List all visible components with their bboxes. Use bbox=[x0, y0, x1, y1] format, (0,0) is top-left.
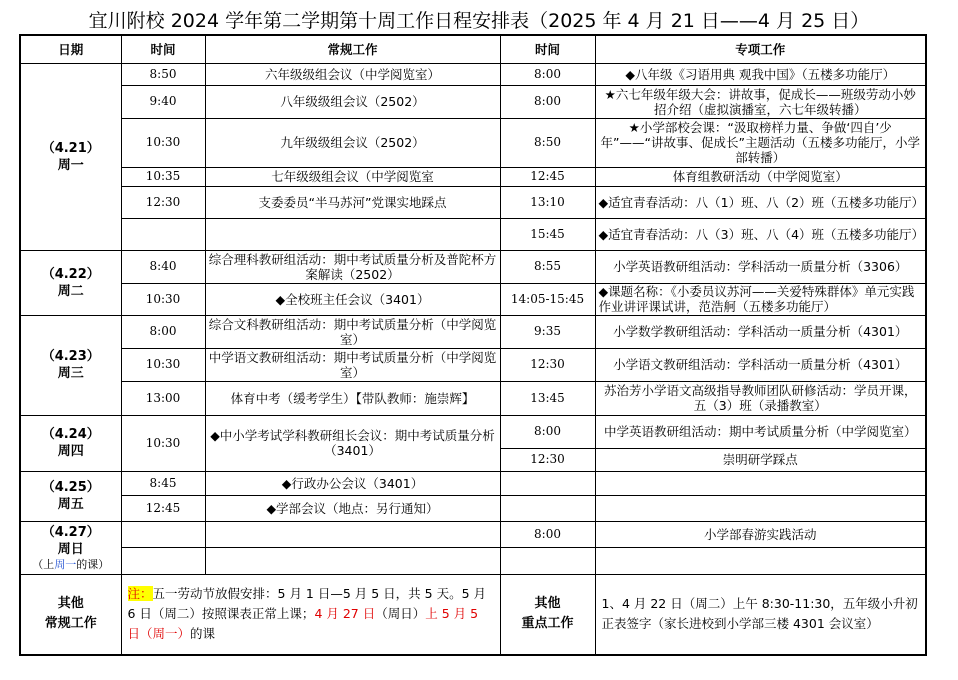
header-row bbox=[20, 35, 926, 63]
header-date: 日期 bbox=[20, 35, 121, 63]
regular-work: 支委委员“半马苏河”党课实地踩点 bbox=[205, 186, 500, 218]
page-title: 宜川附校 2024 学年第二学期第十周工作日程安排表（2025 年 4 月 21 日——4 月 25 日） bbox=[88, 10, 870, 32]
special-work: ◆八年级《习语用典 观我中国》（五楼多功能厅） bbox=[595, 63, 926, 85]
day-cell-monday bbox=[20, 63, 121, 250]
table-row bbox=[20, 118, 926, 167]
table-row bbox=[20, 218, 926, 250]
makeup-note bbox=[24, 558, 118, 571]
regular-time: 12:45 bbox=[121, 495, 205, 521]
regular-work: 体育中考（缓考学生）【带队教师：施崇辉】 bbox=[205, 381, 500, 415]
table-row bbox=[20, 547, 926, 574]
other-label-line1: 其他 bbox=[57, 596, 84, 612]
day-cell-thursday bbox=[20, 415, 121, 471]
regular-work: 综合文科教研组活动：期中考试质量分析（中学阅览室） bbox=[205, 315, 500, 348]
special-work: 中学英语教研组活动：期中考试质量分析（中学阅览室） bbox=[595, 415, 926, 448]
header-regular-work: 常规工作 bbox=[205, 35, 500, 63]
special-work: 苏治芳小学语文高级指导教师团队研修活动：学员开课，五（3）班（录播教室） bbox=[595, 381, 926, 415]
regular-time: 9:40 bbox=[121, 85, 205, 118]
regular-work: 中学语文教研组活动：期中考试质量分析（中学阅览室） bbox=[205, 348, 500, 381]
special-time: 14:05-15:45 bbox=[500, 283, 595, 315]
regular-time: 10:30 bbox=[121, 348, 205, 381]
special-time: 8:55 bbox=[500, 250, 595, 283]
note-tag: 注： bbox=[127, 586, 153, 602]
special-time: 15:45 bbox=[500, 218, 595, 250]
special-work bbox=[595, 495, 926, 521]
makeup-note-pre: （上 bbox=[32, 558, 55, 571]
regular-work bbox=[205, 547, 500, 574]
other-label-line2: 常规工作 bbox=[44, 616, 97, 632]
special-work: 小学数学教研组活动：学科活动一质量分析（4301） bbox=[595, 315, 926, 348]
special-time: 8:00 bbox=[500, 85, 595, 118]
note-text-1: 五一劳动节放假安排：5 月 1 日—5 月 5 日，共 5 天。5 月 6 日（周二）按照课表正常上课； bbox=[127, 586, 486, 622]
header-special-work: 专项工作 bbox=[595, 35, 926, 63]
day-date: （4.21） bbox=[41, 140, 100, 156]
special-work: ◆适宜青春活动：八（1）班、八（2）班（五楼多功能厅） bbox=[595, 186, 926, 218]
regular-work: ◆中小学考试学科教研组长会议：期中考试质量分析（3401） bbox=[205, 415, 500, 471]
day-date: （4.27） bbox=[41, 525, 100, 540]
table-row bbox=[20, 63, 926, 85]
table-row bbox=[20, 283, 926, 315]
table-row bbox=[20, 85, 926, 118]
regular-time: 10:30 bbox=[121, 118, 205, 167]
regular-work: 八年级级组会议（2502） bbox=[205, 85, 500, 118]
regular-time: 8:50 bbox=[121, 63, 205, 85]
regular-work bbox=[205, 521, 500, 547]
regular-time: 8:40 bbox=[121, 250, 205, 283]
makeup-note-day: 周一 bbox=[54, 558, 77, 571]
table-row bbox=[20, 415, 926, 448]
note-weekday-red: （周一） bbox=[140, 626, 191, 642]
regular-work: ◆全校班主任会议（3401） bbox=[205, 283, 500, 315]
special-work: 崇明研学踩点 bbox=[595, 448, 926, 471]
special-time: 13:45 bbox=[500, 381, 595, 415]
day-date: （4.23） bbox=[41, 349, 100, 364]
header-time-special: 时间 bbox=[500, 35, 595, 63]
regular-work: ◆行政办公会议（3401） bbox=[205, 471, 500, 495]
other-key-label bbox=[500, 574, 595, 655]
regular-time: 8:45 bbox=[121, 471, 205, 495]
table-row bbox=[20, 495, 926, 521]
special-work: ★六七年级年级大会：讲故事，促成长——班级劳动小妙招介绍（虚拟演播室，六七年级转播） bbox=[595, 85, 926, 118]
special-time: 12:45 bbox=[500, 167, 595, 186]
regular-time bbox=[121, 547, 205, 574]
regular-time: 8:00 bbox=[121, 315, 205, 348]
day-date: （4.24） bbox=[41, 427, 100, 442]
special-work: ◆适宜青春活动：八（3）班、八（4）班（五楼多功能厅） bbox=[595, 218, 926, 250]
key-label-line1: 其他 bbox=[534, 596, 561, 612]
special-time: 12:30 bbox=[500, 348, 595, 381]
regular-time: 12:30 bbox=[121, 186, 205, 218]
table-row bbox=[20, 348, 926, 381]
special-time: 8:00 bbox=[500, 415, 595, 448]
regular-work: 七年级级组会议（中学阅览室 bbox=[205, 167, 500, 186]
special-time: 8:00 bbox=[500, 521, 595, 547]
day-cell-tuesday bbox=[20, 250, 121, 315]
day-cell-wednesday bbox=[20, 315, 121, 415]
special-time: 8:00 bbox=[500, 63, 595, 85]
special-time: 8:50 bbox=[500, 118, 595, 167]
table-row bbox=[20, 381, 926, 415]
regular-work: 综合理科教研组活动：期中考试质量分析及普陀杯方案解读（2502） bbox=[205, 250, 500, 283]
header-time-regular: 时间 bbox=[121, 35, 205, 63]
table-row bbox=[20, 521, 926, 547]
regular-work: 九年级级组会议（2502） bbox=[205, 118, 500, 167]
regular-time: 10:30 bbox=[121, 415, 205, 471]
table-row bbox=[20, 250, 926, 283]
note-text-3: 的课 bbox=[190, 626, 216, 642]
key-label-line2: 重点工作 bbox=[521, 616, 574, 632]
day-cell-friday bbox=[20, 471, 121, 521]
special-work: 小学语文教研组活动：学科活动一质量分析（4301） bbox=[595, 348, 926, 381]
special-work: ◆课题名称：《小委员议苏河——关爱特殊群体》单元实践作业讲评课试讲，范浩舸（五楼多功能厅） bbox=[595, 283, 926, 315]
table-row bbox=[20, 471, 926, 495]
note-makeup-red: 上 5 月 5 日 bbox=[127, 606, 479, 642]
day-date: （4.25） bbox=[41, 480, 100, 495]
special-work: ★小学部校会课：“汲取榜样力量、争做‘四自’少年”——“讲故事、促成长”主题活动（五楼多功能厅，小学部转播） bbox=[595, 118, 926, 167]
day-cell-sunday bbox=[20, 521, 121, 574]
special-time bbox=[500, 471, 595, 495]
note-date-red: 4 月 27 日 bbox=[314, 606, 376, 622]
day-weekday: 周三 bbox=[57, 366, 84, 381]
regular-work: 六年级级组会议（中学阅览室） bbox=[205, 63, 500, 85]
day-weekday: 周二 bbox=[57, 283, 84, 299]
special-time: 9:35 bbox=[500, 315, 595, 348]
day-weekday: 周日 bbox=[57, 542, 84, 557]
note-text-2: （周日） bbox=[375, 606, 426, 622]
special-time: 12:30 bbox=[500, 448, 595, 471]
special-time bbox=[500, 495, 595, 521]
table-row bbox=[20, 186, 926, 218]
day-date: （4.22） bbox=[41, 266, 100, 282]
other-regular-label bbox=[20, 574, 121, 655]
holiday-note bbox=[121, 574, 500, 655]
table-row bbox=[20, 167, 926, 186]
special-work bbox=[595, 547, 926, 574]
day-weekday: 周五 bbox=[57, 497, 84, 512]
special-time: 13:10 bbox=[500, 186, 595, 218]
makeup-note-post: 的课） bbox=[76, 558, 110, 571]
special-work: 小学英语教研组活动：学科活动一质量分析（3306） bbox=[595, 250, 926, 283]
regular-time bbox=[121, 521, 205, 547]
regular-work bbox=[205, 218, 500, 250]
regular-time bbox=[121, 218, 205, 250]
special-work bbox=[595, 471, 926, 495]
table-row bbox=[20, 315, 926, 348]
day-weekday: 周四 bbox=[57, 444, 84, 459]
day-weekday: 周一 bbox=[57, 157, 84, 173]
key-work-item: 1、4 月 22 日（周二）上午 8:30-11:30，五年级小升初正表签字（家长进校到小学部三楼 4301 会议室） bbox=[595, 574, 926, 655]
special-work: 小学部春游实践活动 bbox=[595, 521, 926, 547]
special-work: 体育组教研活动（中学阅览室） bbox=[595, 167, 926, 186]
schedule-table bbox=[19, 34, 927, 656]
regular-time: 10:30 bbox=[121, 283, 205, 315]
regular-time: 10:35 bbox=[121, 167, 205, 186]
regular-time: 13:00 bbox=[121, 381, 205, 415]
special-time bbox=[500, 547, 595, 574]
regular-work: ◆学部会议（地点：另行通知） bbox=[205, 495, 500, 521]
other-row bbox=[20, 574, 926, 655]
